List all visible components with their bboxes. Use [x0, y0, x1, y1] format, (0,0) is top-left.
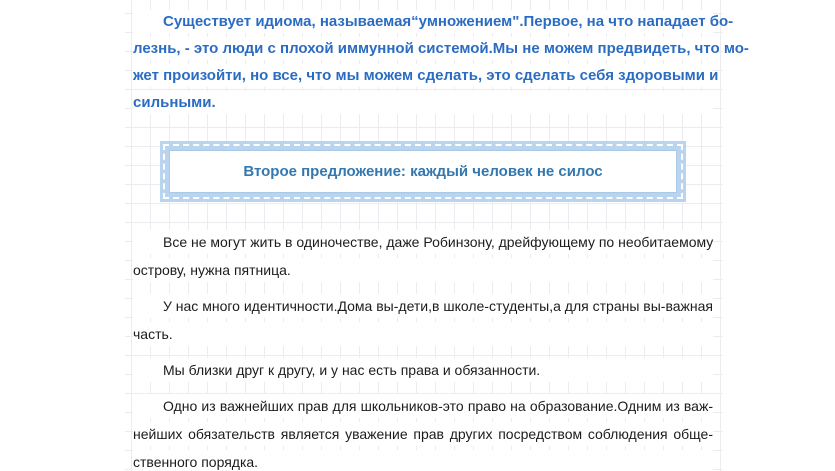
text-line: ственного порядка.: [133, 448, 713, 471]
heading-box-inner: [169, 150, 677, 193]
page-content: [125, 0, 749, 471]
text-line: жет произойти, но все, что мы можем сделать, это сделать себя здоровыми и: [133, 62, 713, 89]
text-line: Мы близки друг к другу, и у нас есть права и обязанности.: [133, 356, 713, 384]
intro-paragraph: [133, 0, 749, 116]
paragraph: [133, 228, 713, 284]
text-line: Существует идиома, называемая“умножением".Первое, на что нападает бо-: [133, 8, 713, 35]
heading-box: [160, 141, 686, 202]
paragraph: [133, 392, 713, 471]
text-line: Все не могут жить в одиночестве, даже Робинзону, дрейфующему по необитаемому: [133, 228, 713, 256]
text-line: лезнь, - это люди с плохой иммунной системой.Мы не можем предвидеть, что мо-: [133, 35, 713, 62]
document-page: [125, 0, 749, 471]
section-heading: Второе предложение: каждый человек не силос: [243, 163, 603, 180]
text-line: У нас много идентичности.Дома вы-дети,в школе-студенты,а для страны вы-важная: [133, 292, 713, 320]
text-line: нейших обязательств является уважение прав других посредством соблюдения обще-: [133, 420, 713, 448]
text-line: часть.: [133, 320, 713, 348]
paragraph: [133, 292, 713, 348]
text-line: острову, нужна пятница.: [133, 256, 713, 284]
body-text: [133, 228, 713, 471]
text-line: сильными.: [133, 89, 713, 116]
text-line: Одно из важнейших прав для школьников-это право на образование.Одним из важ-: [133, 392, 713, 420]
paragraph: [133, 356, 713, 384]
